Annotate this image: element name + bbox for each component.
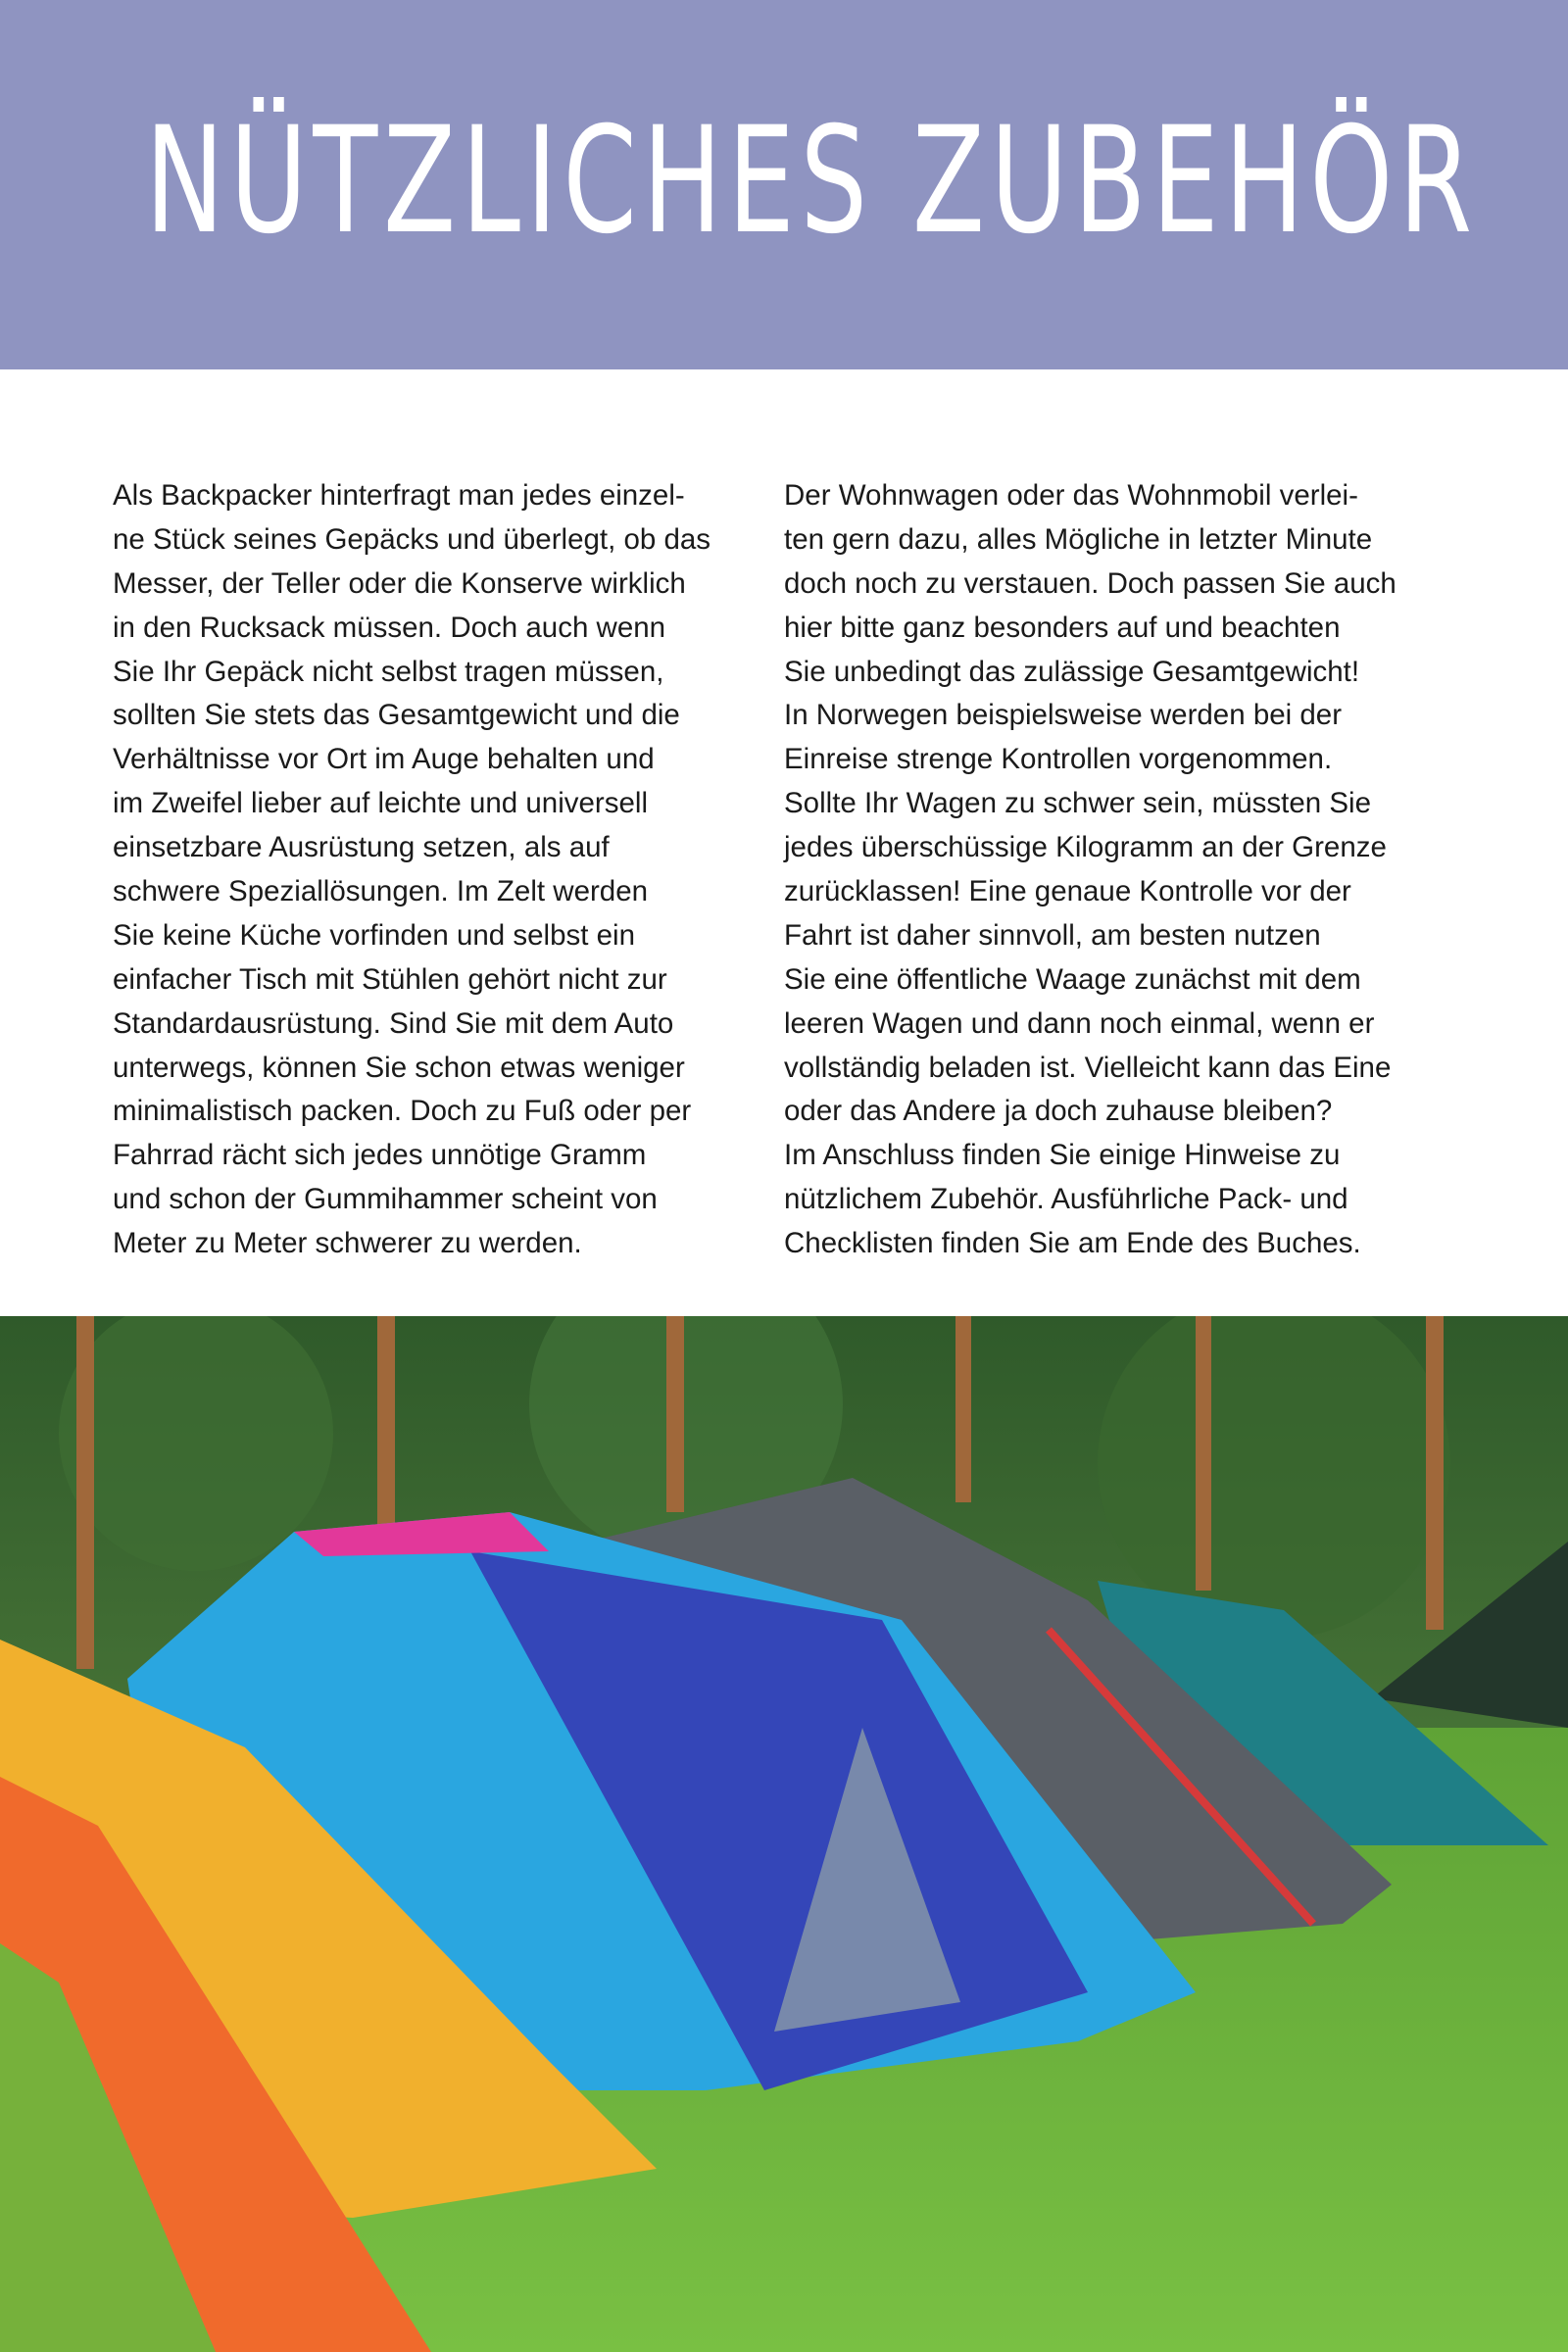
- text-line: Sie unbedingt das zulässige Gesamtgewicht!: [784, 655, 1360, 688]
- tents-photo: [0, 1316, 1568, 2352]
- text-line: ne Stück seines Gepäcks und überlegt, ob das: [113, 522, 711, 556]
- text-line: Checklisten finden Sie am Ende des Buches.: [784, 1227, 1361, 1260]
- text-line: Verhältnisse vor Ort im Auge behalten und: [113, 743, 655, 776]
- text-line: Als Backpacker hinterfragt man jedes einzel-: [113, 479, 685, 512]
- text-line: Meter zu Meter schwerer zu werden.: [113, 1227, 582, 1260]
- text-line: oder das Andere ja doch zuhause bleiben?: [784, 1095, 1333, 1128]
- text-line: Sie keine Küche vorfinden und selbst ein: [113, 918, 635, 952]
- text-line: Der Wohnwagen oder das Wohnmobil verlei-: [784, 479, 1358, 512]
- left-text-column: [113, 474, 740, 1266]
- text-line: leeren Wagen und dann noch einmal, wenn er: [784, 1006, 1375, 1040]
- text-line: Messer, der Teller oder die Konserve wirklich: [113, 566, 686, 600]
- text-line: unterwegs, können Sie schon etwas weniger: [113, 1051, 685, 1084]
- text-line: im Zweifel lieber auf leichte und universell: [113, 787, 649, 820]
- text-line: Im Anschluss finden Sie einige Hinweise zu: [784, 1139, 1341, 1172]
- text-line: Einreise strenge Kontrollen vorgenommen.: [784, 743, 1333, 776]
- text-line: minimalistisch packen. Doch zu Fuß oder per: [113, 1095, 692, 1128]
- text-line: vollständig beladen ist. Vielleicht kann das Eine: [784, 1051, 1392, 1084]
- text-line: Sollte Ihr Wagen zu schwer sein, müssten Sie: [784, 787, 1372, 820]
- text-line: einfacher Tisch mit Stühlen gehört nicht zur: [113, 962, 667, 996]
- text-line: Standardausrüstung. Sind Sie mit dem Auto: [113, 1006, 674, 1040]
- text-line: nützlichem Zubehör. Ausführliche Pack- und: [784, 1183, 1348, 1216]
- text-line: Sie eine öffentliche Waage zunächst mit dem: [784, 962, 1361, 996]
- text-line: Fahrt ist daher sinnvoll, am besten nutzen: [784, 918, 1321, 952]
- text-line: Fahrrad rächt sich jedes unnötige Gramm: [113, 1139, 647, 1172]
- text-line: schwere Speziallösungen. Im Zelt werden: [113, 875, 649, 908]
- text-line: Sie Ihr Gepäck nicht selbst tragen müssen,: [113, 655, 664, 688]
- text-line: und schon der Gummihammer scheint von: [113, 1183, 658, 1216]
- right-text-column: [784, 474, 1411, 1266]
- text-line: zurücklassen! Eine genaue Kontrolle vor der: [784, 875, 1351, 908]
- title-banner: [0, 0, 1568, 369]
- text-line: In Norwegen beispielsweise werden bei der: [784, 699, 1343, 732]
- text-line: einsetzbare Ausrüstung setzen, als auf: [113, 831, 610, 864]
- page-title: NÜTZLICHES ZUBEHÖR: [145, 96, 1478, 267]
- text-line: ten gern dazu, alles Mögliche in letzter Minute: [784, 522, 1373, 556]
- text-line: in den Rucksack müssen. Doch auch wenn: [113, 611, 666, 644]
- text-line: sollten Sie stets das Gesamtgewicht und die: [113, 699, 680, 732]
- text-line: hier bitte ganz besonders auf und beachten: [784, 611, 1341, 644]
- text-line: jedes überschüssige Kilogramm an der Grenze: [784, 831, 1387, 864]
- text-line: doch noch zu verstauen. Doch passen Sie auch: [784, 566, 1396, 600]
